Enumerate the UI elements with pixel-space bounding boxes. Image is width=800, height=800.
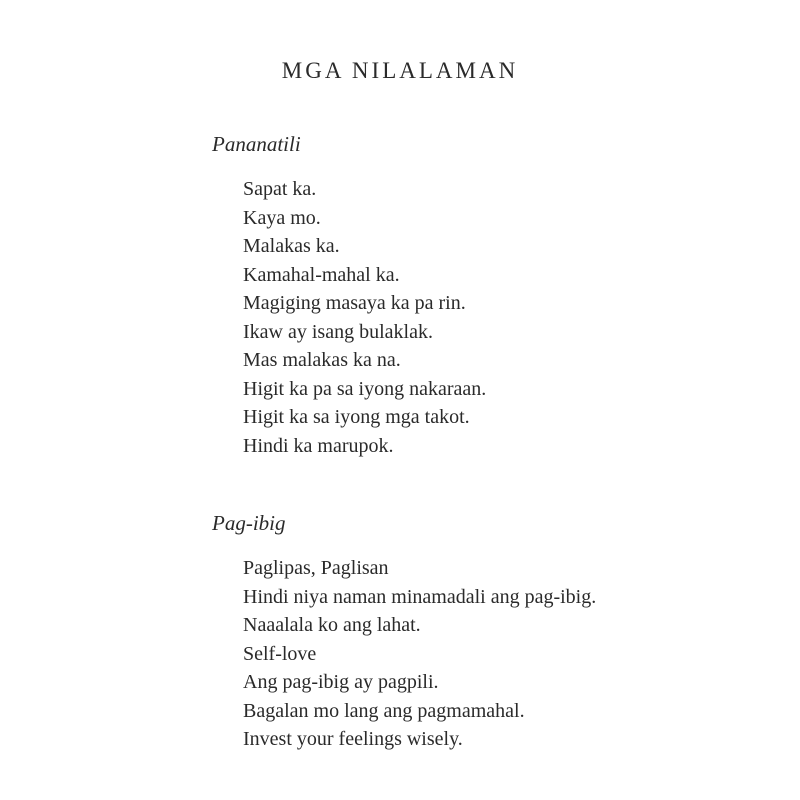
toc-entry: Sapat ka. <box>243 178 317 200</box>
entry-list <box>243 175 486 460</box>
toc-entry: Invest your feelings wisely. <box>243 728 463 750</box>
toc-entry: Bagalan mo lang ang pagmamahal. <box>243 699 525 722</box>
toc-entry: Paglipas, Paglisan <box>243 557 389 579</box>
toc-entry: Self-love <box>243 642 317 665</box>
toc-entry: Higit ka sa iyong mga takot. <box>243 406 470 428</box>
toc-entry: Malakas ka. <box>243 235 340 257</box>
toc-entry: Magiging masaya ka pa rin. <box>243 292 466 314</box>
toc-entry: Hindi ka marupok. <box>243 434 394 457</box>
toc-entry: Ang pag-ibig ay pagpili. <box>243 671 439 693</box>
section-heading: Pag-ibig <box>212 511 286 535</box>
toc-entry: Kamahal-mahal ka. <box>243 263 400 286</box>
toc-entry: Kaya mo. <box>243 206 321 229</box>
entry-list <box>243 554 596 754</box>
toc-entry: Higit ka pa sa iyong nakaraan. <box>243 377 487 400</box>
toc-entry: Naaalala ko ang lahat. <box>243 614 421 636</box>
toc-entry: Hindi niya naman minamadali ang pag-ibig. <box>243 585 597 608</box>
section-heading: Pananatili <box>212 132 301 156</box>
toc-entry: Mas malakas ka na. <box>243 349 401 371</box>
page-title: MGA NILALAMAN <box>281 58 519 83</box>
toc-entry: Ikaw ay isang bulaklak. <box>243 320 433 343</box>
